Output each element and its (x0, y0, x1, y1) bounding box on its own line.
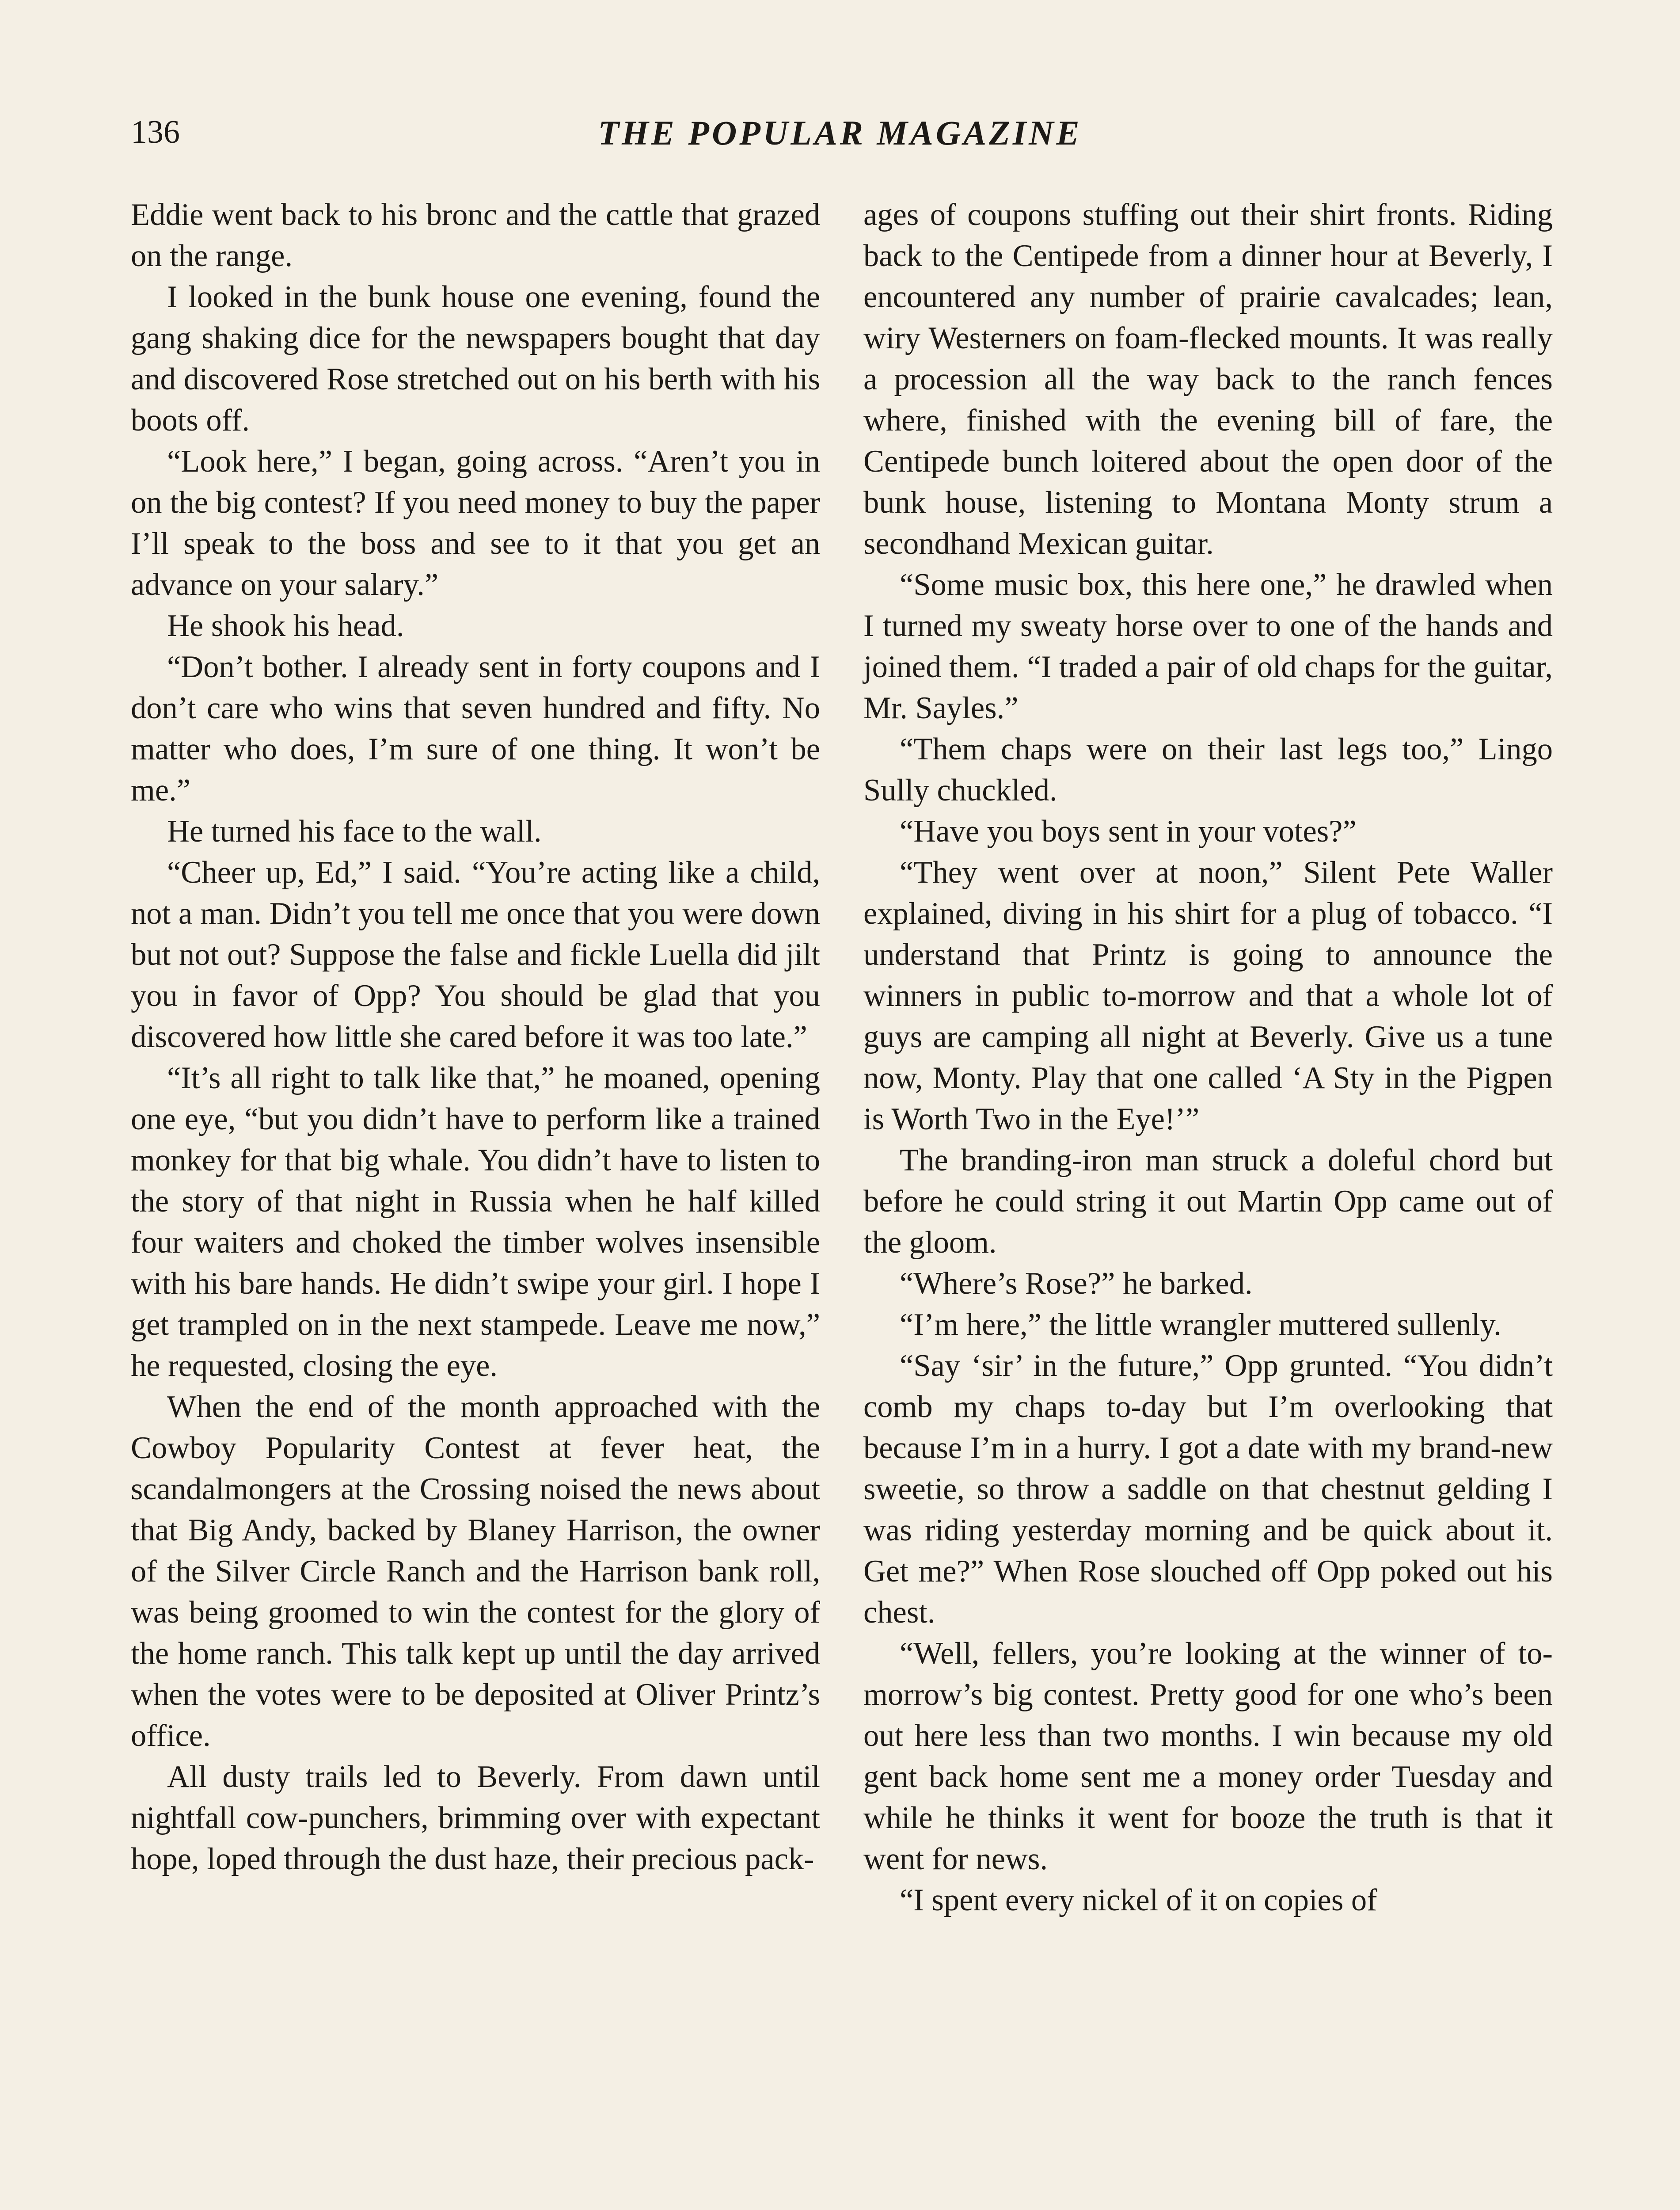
paragraph: “Where’s Rose?” he barked. (900, 1266, 1253, 1301)
paragraph: “It’s all right to talk like that,” he moaned, opening one eye, “but you didn’t have to perform like a trained monkey for that big whale. You didn’t have to listen to the story of that night in Russia when he half killed four waiters and choked the timber wolves insensible with his bare hands. He didn’t swipe your girl. I hope I get trampled on in the next stampede. Leave me now,” he requested, closing the eye. (131, 1061, 820, 1383)
left-column (131, 194, 820, 1880)
right-column (863, 194, 1553, 1921)
paragraph: “Look here,” I began, going across. “Aren’t you in on the big contest? If you need money to buy the paper I’ll speak to the boss and see to it that you get an advance on your salary.” (131, 444, 820, 602)
page-number: 136 (131, 114, 180, 150)
paragraph: When the end of the month approached with the Cowboy Popularity Contest at fever heat, the scandalmongers at the Crossing noised the news about that Big Andy, backed by Blaney Harrison, the owner of the Silver Circle Ranch and the Harrison bank roll, was being groomed to win the contest for the glory of the home ranch. This talk kept up until the day arrived when the votes were to be deposited at Oliver Printz’s office. (131, 1390, 820, 1753)
paragraph: He shook his head. (167, 609, 404, 643)
running-head: THE POPULAR MAGAZINE (598, 114, 1082, 152)
paragraph: “Cheer up, Ed,” I said. “You’re acting like a child, not a man. Didn’t you tell me once that you were down but not out? Suppose the false and fickle Luella did jilt you in favor of Opp? You should be glad that you discovered how little she cared before it was too late.” (131, 855, 820, 1054)
paragraph: “Don’t bother. I already sent in forty coupons and I don’t care who wins that seven hundred and fifty. No matter who does, I’m sure of one thing. It won’t be me.” (131, 650, 820, 808)
paragraph: “They went over at noon,” Silent Pete Waller explained, diving in his shirt for a plug of tobacco. “I understand that Printz is going to announce the winners in public to-morrow and that a whole lot of guys are camping all night at Beverly. Give us a tune now, Monty. Play that one called ‘A Sty in the Pigpen is Worth Two in the Eye!’” (863, 855, 1553, 1136)
paragraph: All dusty trails led to Beverly. From dawn until nightfall cow-punchers, brimming over with expectant hope, loped through the dust haze, their precious pack- (131, 1760, 820, 1876)
paragraph: “Them chaps were on their last legs too,” Lingo Sully chuckled. (863, 732, 1553, 808)
paragraph: Eddie went back to his bronc and the cattle that grazed on the range. (131, 198, 820, 273)
paragraph: “Some music box, this here one,” he drawled when I turned my sweaty horse over to one of the hands and joined them. “I traded a pair of old chaps for the guitar, Mr. Sayles.” (863, 568, 1553, 725)
paragraph: “Well, fellers, you’re looking at the winner of to-morrow’s big contest. Pretty good for one who’s been out here less than two months. I win because my old gent back home sent me a money order Tuesday and while he thinks it went for booze the truth is that it went for news. (863, 1636, 1553, 1876)
paragraph: “I spent every nickel of it on copies of (900, 1883, 1377, 1917)
paragraph: “I’m here,” the little wrangler muttered sullenly. (900, 1307, 1501, 1342)
paragraph: The branding-iron man struck a doleful chord but before he could string it out Martin Opp came out of the gloom. (863, 1143, 1553, 1260)
paragraph: “Have you boys sent in your votes?” (900, 814, 1357, 849)
paragraph: I looked in the bunk house one evening, found the gang shaking dice for the newspapers bought that day and discovered Rose stretched out on his berth with his boots off. (131, 280, 820, 438)
paragraph: “Say ‘sir’ in the future,” Opp grunted. “You didn’t comb my chaps to-day but I’m overlooking that because I’m in a hurry. I got a date with my brand-new sweetie, so throw a saddle on that chestnut gelding I was riding yesterday morning and be quick about it. Get me?” When Rose slouched off Opp poked out his chest. (863, 1349, 1553, 1630)
paragraph: He turned his face to the wall. (167, 814, 542, 849)
paragraph: ages of coupons stuffing out their shirt fronts. Riding back to the Centipede from a dinner hour at Beverly, I encountered any number of prairie cavalcades; lean, wiry Westerners on foam-flecked mounts. It was really a procession all the way back to the ranch fences where, finished with the evening bill of fare, the Centipede bunch loitered about the open door of the bunk house, listening to Montana Monty strum a secondhand Mexican guitar. (863, 198, 1553, 561)
